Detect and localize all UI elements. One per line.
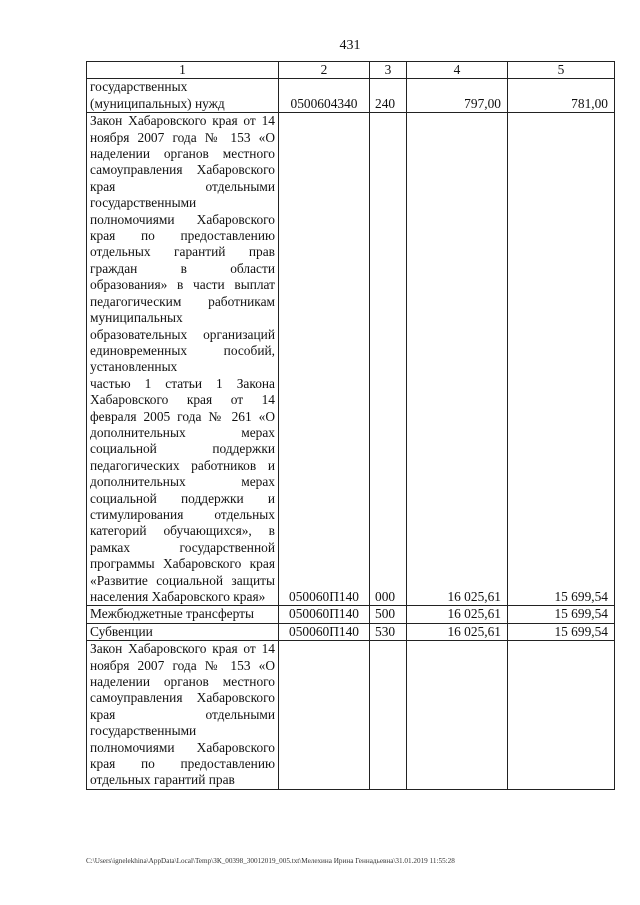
col-header-3: 3	[370, 62, 407, 79]
row-sum-1: 797,00	[407, 79, 508, 113]
row-sum-1: 16 025,61	[407, 623, 508, 640]
row-type: 530	[370, 623, 407, 640]
row-type: 000	[370, 113, 407, 606]
table-row	[87, 606, 615, 623]
row-name-part-2: частью 1 статьи 1 Закона Хабаровского края от 14 февраля 2005 года № 261 «О дополнительных мерах социальной поддержки педагогических работников и дополнительных мерах социальной поддержки и стимулирования отдельных категорий обучающихся», в рамках государственной программы Хабаровского края «Развитие социальной защиты населения Хабаровского края»	[90, 375, 275, 604]
col-header-2: 2	[279, 62, 370, 79]
col-header-1: 1	[87, 62, 279, 79]
row-name: Межбюджетные трансферты	[87, 606, 279, 623]
row-type: 500	[370, 606, 407, 623]
row-name: Закон Хабаровского края от 14 ноября 2007 года № 153 «О наделении органов местного самоуправления Хабаровского края отдельными государственными полномочиями Хабаровского края по предоставлению отдельных гарантий прав	[87, 641, 279, 790]
table-row	[87, 113, 615, 606]
table-row	[87, 79, 615, 113]
row-sum-2: 781,00	[508, 79, 615, 113]
row-sum-1	[407, 641, 508, 790]
page-number: 431	[339, 38, 361, 53]
row-code: 050060П140	[279, 113, 370, 606]
table-row	[87, 623, 615, 640]
row-sum-1: 16 025,61	[407, 606, 508, 623]
row-sum-2: 15 699,54	[508, 623, 615, 640]
row-type: 240	[370, 79, 407, 113]
row-code: 0500604340	[279, 79, 370, 113]
row-code: 050060П140	[279, 606, 370, 623]
col-header-4: 4	[407, 62, 508, 79]
row-code: 050060П140	[279, 623, 370, 640]
col-header-5: 5	[508, 62, 615, 79]
row-name: Субвенции	[87, 623, 279, 640]
budget-table	[86, 61, 615, 790]
row-name	[87, 113, 279, 606]
row-type	[370, 641, 407, 790]
row-sum-1: 16 025,61	[407, 113, 508, 606]
row-sum-2	[508, 641, 615, 790]
row-code	[279, 641, 370, 790]
table-row	[87, 641, 615, 790]
row-sum-2: 15 699,54	[508, 606, 615, 623]
row-name-part-1: Закон Хабаровского края от 14 ноября 2007 года № 153 «О наделении органов местного самоуправления Хабаровского края отдельными государственными полномочиями Хабаровского края по предоставлению отдельных гарантий прав граждан в области образования» в части выплат педагогическим работникам муниципальных образовательных организаций единовременных пособий, установленных	[90, 113, 275, 375]
row-name: государственных (муниципальных) нужд	[87, 79, 279, 113]
file-path-footer: C:\Users\ignelekhina\AppData\Local\Temp\ЗК_00398_30012019_005.txt\Мелехина Ирина Геннадьевна\31.01.2019 11:55:28	[86, 857, 455, 865]
table-header-row	[87, 62, 615, 79]
row-sum-2: 15 699,54	[508, 113, 615, 606]
